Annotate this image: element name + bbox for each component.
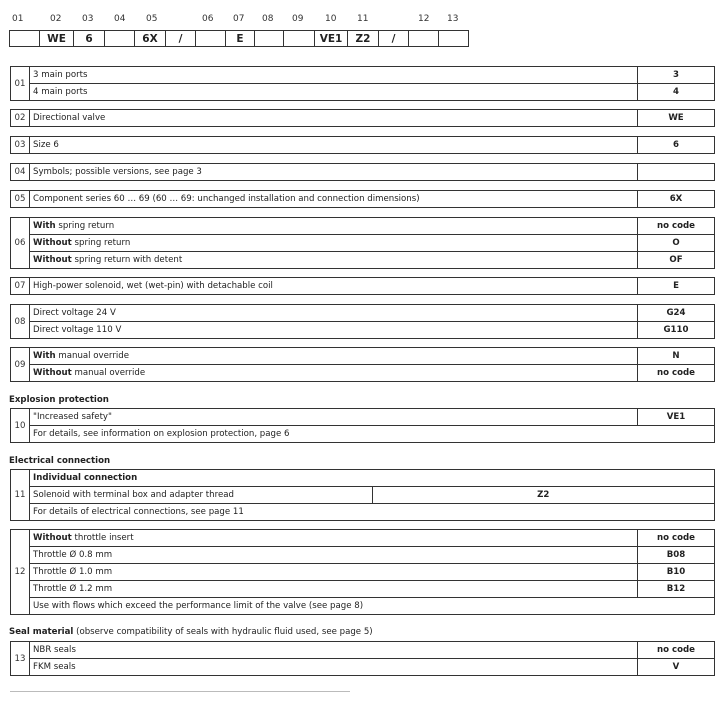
row-code: no code [638,218,715,235]
table-row [11,659,715,676]
table-row [11,278,715,295]
header-number: 06 [202,14,214,24]
table-row [11,530,715,547]
row-description: 3 main ports [30,67,638,84]
header-number: 07 [233,14,245,24]
table-12 [10,529,715,615]
table-row [11,137,715,154]
table-01 [10,66,715,101]
row-description: With spring return [30,218,638,235]
table-row [11,218,715,235]
table-row [11,365,715,382]
row-description: Throttle Ø 1.0 mm [30,564,638,581]
table-row [11,322,715,339]
header-number: 09 [292,14,304,24]
row-code: VE1 [638,409,715,426]
row-code: N [638,348,715,365]
row-description: Throttle Ø 0.8 mm [30,547,638,564]
row-code: 3 [638,67,715,84]
table-10 [10,408,715,443]
table-row [11,164,715,181]
code-box: 6X [134,30,166,47]
row-number: 02 [11,110,30,127]
row-code: WE [638,110,715,127]
row-description: 4 main ports [30,84,638,101]
row-code [638,164,715,181]
code-box [9,30,40,47]
row-code: B10 [638,564,715,581]
header-number: 02 [50,14,62,24]
row-code: no code [638,530,715,547]
table-07 [10,277,715,295]
row-code: no code [638,365,715,382]
table-row [11,191,715,208]
table-row [11,642,715,659]
code-box: / [378,30,409,47]
row-description: For details of electrical connections, see page 11 [30,504,715,521]
header-number: 11 [357,14,369,24]
row-description: "Increased safety" [30,409,638,426]
row-code: 4 [638,84,715,101]
code-box: 6 [73,30,105,47]
header-number: 10 [325,14,337,24]
row-code: 6 [638,137,715,154]
row-description: Direct voltage 110 V [30,322,638,339]
code-box: / [165,30,196,47]
row-number: 06 [11,218,30,269]
row-description: NBR seals [30,642,638,659]
code-box: E [225,30,255,47]
row-code: OF [638,252,715,269]
row-description: Use with flows which exceed the performance limit of the valve (see page 8) [30,598,715,615]
row-number: 13 [11,642,30,676]
code-box [408,30,439,47]
table-row [11,348,715,365]
table-02 [10,109,715,127]
footer-divider [10,691,350,692]
table-row [11,581,715,598]
table-row [11,487,715,504]
row-description: Solenoid with terminal box and adapter thread [30,487,373,504]
header-number: 05 [146,14,158,24]
table-03 [10,136,715,154]
row-description: Component series 60 … 69 (60 … 69: unchanged installation and connection dimensions) [30,191,638,208]
row-code: B12 [638,581,715,598]
row-code: G24 [638,305,715,322]
row-code: Z2 [372,487,715,504]
table-row [11,84,715,101]
row-number: 03 [11,137,30,154]
row-description: Without throttle insert [30,530,638,547]
row-code: G110 [638,322,715,339]
table-row [11,235,715,252]
table-04 [10,163,715,181]
row-description: High-power solenoid, wet (wet-pin) with detachable coil [30,278,638,295]
table-row [11,598,715,615]
table-row [11,110,715,127]
row-description: Size 6 [30,137,638,154]
code-box: VE1 [314,30,348,47]
row-code: B08 [638,547,715,564]
header-number: 01 [12,14,24,24]
row-code: V [638,659,715,676]
table-09 [10,347,715,382]
table-row [11,409,715,426]
row-number: 07 [11,278,30,295]
code-box [195,30,226,47]
code-box: Z2 [347,30,379,47]
header-number: 04 [114,14,126,24]
row-description: For details, see information on explosion protection, page 6 [30,426,715,443]
row-description: Without manual override [30,365,638,382]
table-row [11,305,715,322]
code-box [283,30,315,47]
section-title-seal: Seal material (observe compatibility of seals with hydraulic fluid used, see page 5) [9,627,373,637]
row-code: no code [638,642,715,659]
header-number: 08 [262,14,274,24]
row-description: Throttle Ø 1.2 mm [30,581,638,598]
row-number: 01 [11,67,30,101]
section-title-explosion: Explosion protection [9,395,109,405]
row-description: Without spring return with detent [30,252,638,269]
code-box [104,30,135,47]
code-box: WE [39,30,74,47]
row-number: 09 [11,348,30,382]
row-number: 11 [11,470,30,521]
table-08 [10,304,715,339]
table-row [11,564,715,581]
table-row [11,504,715,521]
row-description: Without spring return [30,235,638,252]
row-description: Symbols; possible versions, see page 3 [30,164,638,181]
row-code: 6X [638,191,715,208]
row-description: With manual override [30,348,638,365]
header-number: 03 [82,14,94,24]
table-row [11,252,715,269]
row-description: Individual connection [30,470,715,487]
row-code: E [638,278,715,295]
row-number: 12 [11,530,30,615]
table-06 [10,217,715,269]
row-number: 10 [11,409,30,443]
table-11 [10,469,715,521]
table-05 [10,190,715,208]
row-description: Directional valve [30,110,638,127]
table-row [11,470,715,487]
row-description: Direct voltage 24 V [30,305,638,322]
code-box [438,30,469,47]
code-box [254,30,284,47]
row-description: FKM seals [30,659,638,676]
row-number: 04 [11,164,30,181]
header-number: 12 [418,14,430,24]
header-number: 13 [447,14,459,24]
table-13 [10,641,715,676]
row-number: 08 [11,305,30,339]
row-number: 05 [11,191,30,208]
section-title-electrical: Electrical connection [9,456,111,466]
row-code: O [638,235,715,252]
table-row [11,67,715,84]
table-row [11,547,715,564]
table-row [11,426,715,443]
